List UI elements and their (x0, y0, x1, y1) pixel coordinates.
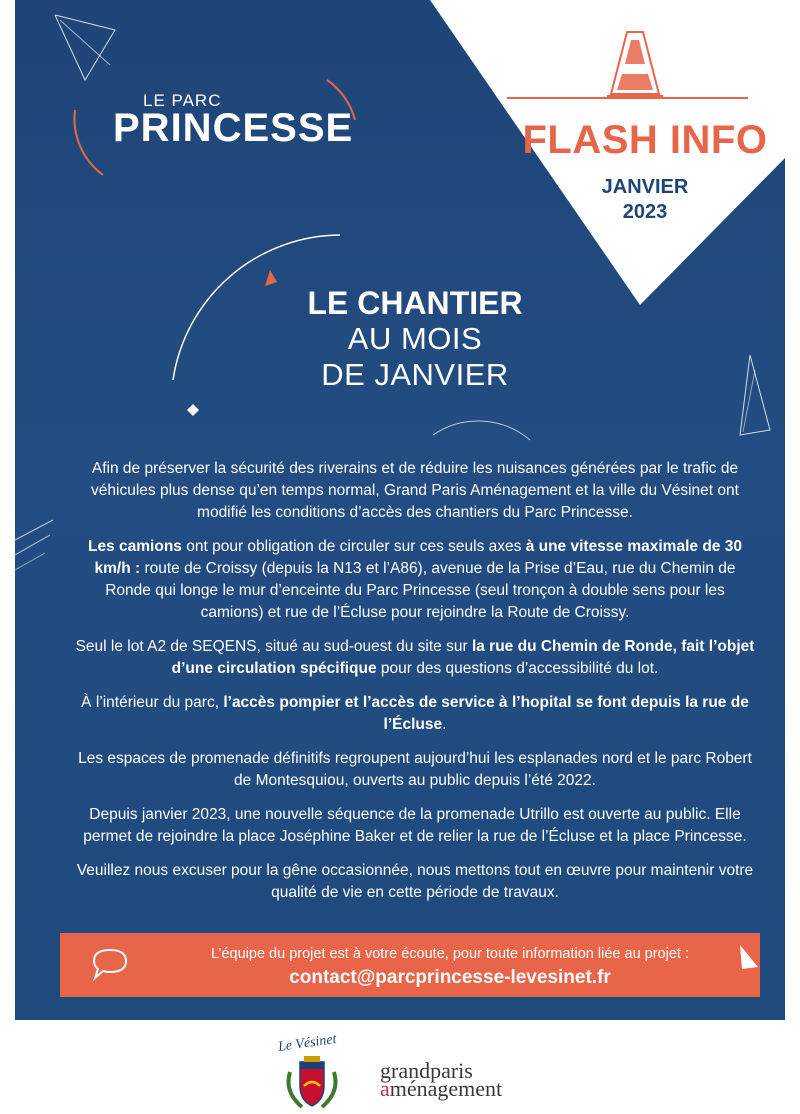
paragraph-5: Les espaces de promenade définitifs regroupent aujourd’hui les esplanades nord et le parc Robert de Montesquiou, ouverts au public depuis l’été 2022. (78, 750, 752, 789)
flash-year: 2023 (622, 201, 668, 223)
traffic-cone-icon (605, 28, 665, 100)
flash-info-title: FLASH INFO (522, 118, 768, 162)
paragraph-4: À l’intérieur du parc, l’accès pompier et l’accès de service à l’hopital se font depuis la rue de l’Écluse. (81, 694, 749, 733)
paragraph-1: Afin de préserver la sécurité des riverains et de réduire les nuisances générées par le trafic de véhicules plus dense qu’en temps normal, Grand Paris Aménagement et la ville du Vésinet ont modifié les conditions d’accès des chantiers du Parc Princesse. (91, 460, 739, 521)
grand-paris-amenagement-logo (380, 1058, 503, 1101)
paragraph-7: Veuillez nous excuser pour la gêne occasionnée, nous mettons tout en œuvre pour maintenir votre qualité de vie en cette période de travaux. (76, 862, 754, 901)
contact-text: L’équipe du projet est à votre écoute, pour toute information liée au projet : (210, 946, 689, 962)
paragraph-3: Seul le lot A2 de SEQENS, situé au sud-ouest du site sur la rue du Chemin de Ronde, fait l’objet d’une circulation spécifique pour des questions d’accessibilité du lot. (75, 638, 755, 677)
logo-top-text: LE PARC (143, 91, 222, 110)
contact-band (60, 933, 760, 997)
speech-bubble-icon (90, 947, 130, 981)
body-text (75, 458, 755, 916)
poster (15, 0, 785, 1020)
gpa-line1: grandparis (380, 1058, 473, 1083)
paragraph-2: Les camions ont pour obligation de circuler sur ces seuls axes à une vitesse maximale de 30 km/h : route de Croissy (depuis la N13 et l’A86), avenue de la Prise d’Eau, rue du Chemin de Ronde qui longe le mur d’enceinte du Parc Princesse (seul tronçon à double sens pour les camions) et rue de l’Écluse pour rejoindre la Route de Croissy. (88, 538, 742, 621)
contact-email-link[interactable]: contact@parcprincesse-levesinet.fr (289, 967, 611, 988)
coat-of-arms-icon (282, 1052, 342, 1112)
logo-main-text: PRINCESSE (113, 106, 354, 150)
headline (215, 285, 615, 393)
flash-month: JANVIER (601, 176, 689, 198)
headline-line3: DE JANVIER (321, 357, 509, 392)
white-triangle-deco (738, 943, 760, 973)
headline-line1: LE CHANTIER (307, 285, 523, 321)
paragraph-6: Depuis janvier 2023, une nouvelle séquence de la promenade Utrillo est ouverte au public. Elle permet de rejoindre la place Joséphine Baker et de relier la rue de l’Écluse et la place Princesse. (83, 806, 747, 845)
vesinet-label: Le Vésinet (277, 1031, 338, 1056)
headline-line2: AU MOIS (347, 321, 483, 356)
gpa-line2: aménagement (380, 1076, 503, 1101)
flash-date (505, 175, 785, 225)
